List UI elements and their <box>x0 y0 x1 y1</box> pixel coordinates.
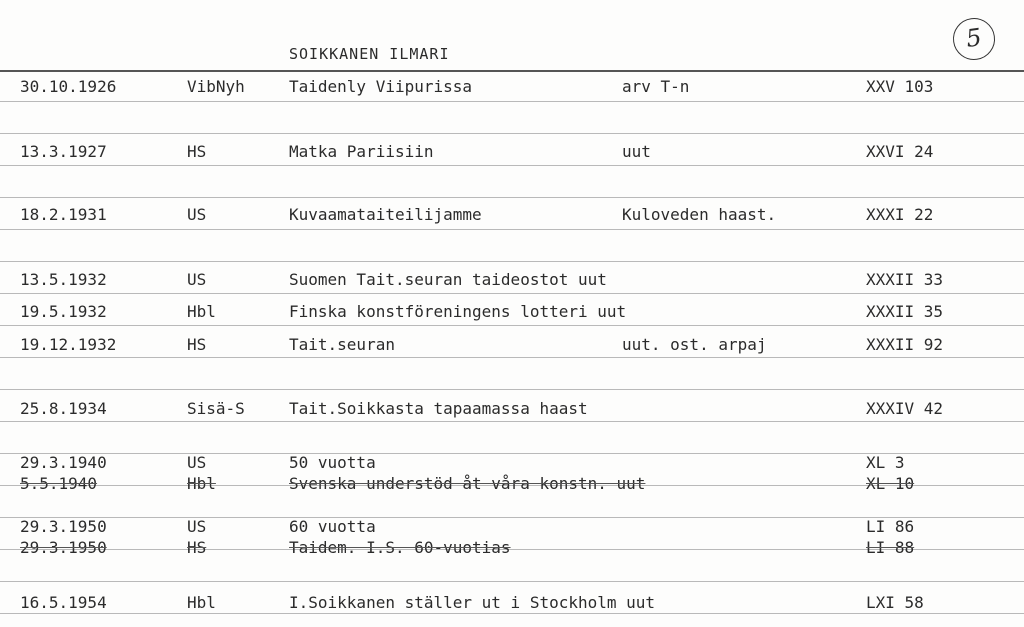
entry-source: US <box>187 453 207 472</box>
ruled-line <box>0 261 1024 262</box>
entry-row <box>0 399 1024 423</box>
entry-date: 18.2.1931 <box>20 205 107 224</box>
entry-date: 19.12.1932 <box>20 335 117 354</box>
entry-title: Matka Pariisiin <box>289 142 434 161</box>
entry-type: uut <box>622 142 651 161</box>
entry-title: 60 vuotta <box>289 517 376 536</box>
entry-row <box>0 302 1024 326</box>
entry-source: Hbl <box>187 474 216 493</box>
entry-reference: XXVI 24 <box>866 142 934 161</box>
entry-title: Taidem. I.S. 60-vuotias <box>289 538 511 557</box>
entry-title: Finska konstföreningens lotteri uut <box>289 302 627 321</box>
entry-row <box>0 205 1024 229</box>
entry-date: 29.3.1940 <box>20 453 107 472</box>
entry-reference: XXXII 35 <box>866 302 944 321</box>
entry-source: Sisä-S <box>187 399 245 418</box>
page-number-mark: 5 <box>950 15 997 62</box>
entry-date: 25.8.1934 <box>20 399 107 418</box>
entry-title: 50 vuotta <box>289 453 376 472</box>
entry-date: 5.5.1940 <box>20 474 98 493</box>
entry-row <box>0 77 1024 101</box>
entry-title: Tait.Soikkasta tapaamassa haast <box>289 399 588 418</box>
entry-title: I.Soikkanen ställer ut i Stockholm uut <box>289 593 656 612</box>
entry-type: arv T-n <box>622 77 690 96</box>
entry-reference: LI 86 <box>866 517 915 536</box>
entry-source: VibNyh <box>187 77 245 96</box>
entry-date: 13.3.1927 <box>20 142 107 161</box>
subject-name: SOIKKANEN ILMARI <box>289 45 450 63</box>
entry-title: Suomen Tait.seuran taideostot uut <box>289 270 607 289</box>
entry-source: US <box>187 205 207 224</box>
entry-date: 13.5.1932 <box>20 270 107 289</box>
entry-row <box>0 270 1024 294</box>
entry-type: uut. ost. arpaj <box>622 335 767 354</box>
ruled-line <box>0 581 1024 582</box>
entry-reference: XXXII 33 <box>866 270 944 289</box>
entry-reference: XXXI 22 <box>866 205 934 224</box>
entry-source: HS <box>187 538 207 557</box>
entry-row <box>0 142 1024 166</box>
entry-reference: XXXIV 42 <box>866 399 944 418</box>
entry-reference: LXI 58 <box>866 593 924 612</box>
ruled-line <box>0 229 1024 230</box>
entry-source: Hbl <box>187 302 216 321</box>
entry-title: Tait.seuran <box>289 335 395 354</box>
ruled-line <box>0 197 1024 198</box>
entry-title: Svenska understöd åt våra konstn. uut <box>289 474 646 493</box>
entry-row <box>0 538 1024 562</box>
entry-date: 29.3.1950 <box>20 517 107 536</box>
entry-title: Taidenly Viipurissa <box>289 77 473 96</box>
entry-row <box>0 335 1024 359</box>
entry-source: Hbl <box>187 593 216 612</box>
entry-source: US <box>187 270 207 289</box>
entry-reference: XXV 103 <box>866 77 934 96</box>
header-rule <box>0 70 1024 72</box>
entry-date: 19.5.1932 <box>20 302 107 321</box>
entry-date: 30.10.1926 <box>20 77 117 96</box>
entry-source: HS <box>187 335 207 354</box>
entry-title: Kuvaamataiteilijamme <box>289 205 482 224</box>
entry-reference: XL 10 <box>866 474 915 493</box>
ruled-line <box>0 389 1024 390</box>
entry-reference: LI 88 <box>866 538 915 557</box>
entry-date: 29.3.1950 <box>20 538 107 557</box>
entry-source: US <box>187 517 207 536</box>
entry-date: 16.5.1954 <box>20 593 107 612</box>
ruled-line <box>0 133 1024 134</box>
entry-row <box>0 593 1024 617</box>
entry-row <box>0 474 1024 498</box>
entry-reference: XL 3 <box>866 453 905 472</box>
ruled-line <box>0 101 1024 102</box>
entry-source: HS <box>187 142 207 161</box>
entry-reference: XXXII 92 <box>866 335 944 354</box>
entry-type: Kuloveden haast. <box>622 205 777 224</box>
